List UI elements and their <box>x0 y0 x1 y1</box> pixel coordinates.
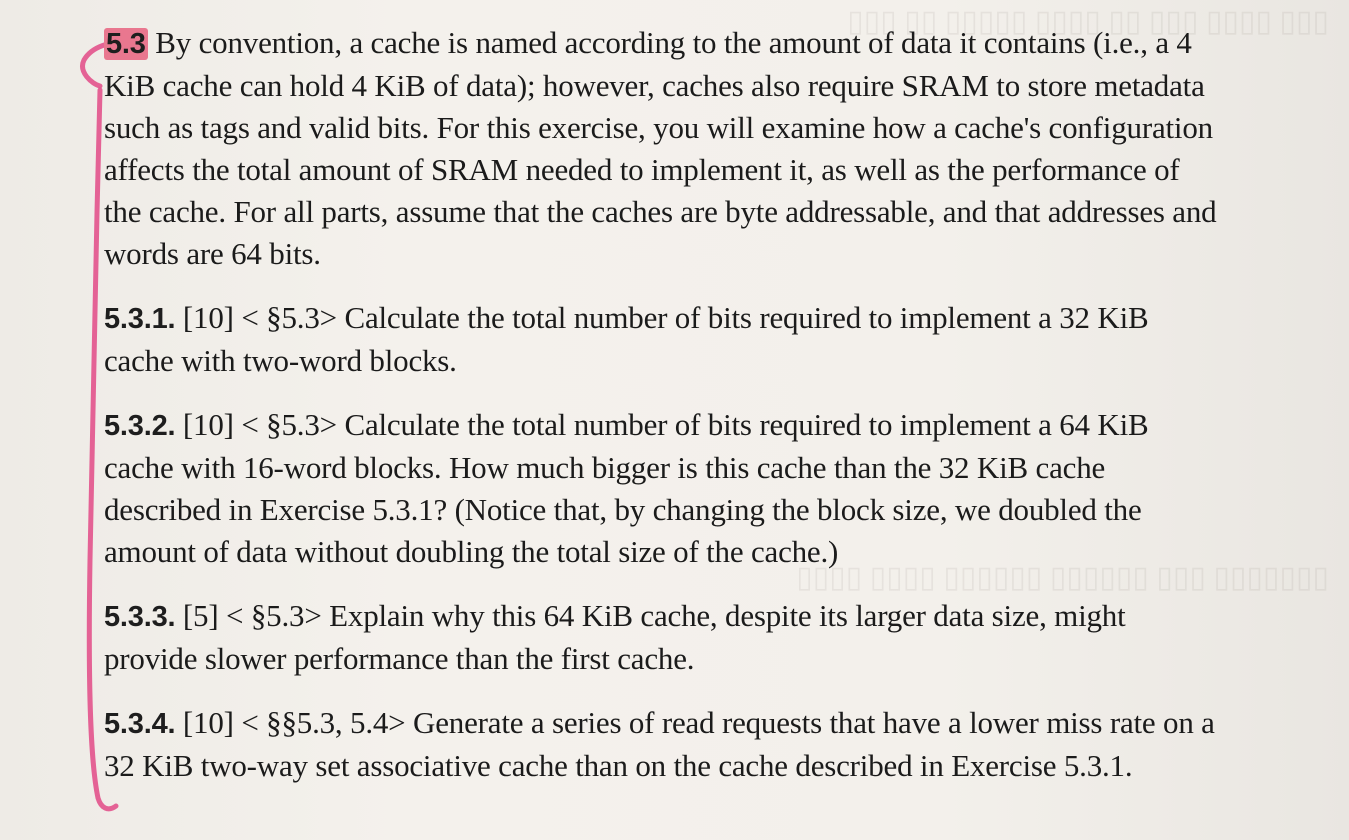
part-number: 5.3.3. <box>104 601 176 633</box>
part-section: < §§5.3, 5.4> <box>241 705 406 740</box>
part-text: Explain why this 64 KiB cache, despite its larger data size, might provide slower performance than the first cache. <box>104 598 1126 676</box>
exercise-part-5-3-4 <box>104 702 1224 787</box>
part-points: [10] <box>182 300 234 335</box>
part-section: < §5.3> <box>226 598 322 633</box>
part-points: [5] <box>182 598 219 633</box>
part-number: 5.3.2. <box>104 410 176 442</box>
part-section: < §5.3> <box>241 407 337 442</box>
part-points: [10] <box>182 705 234 740</box>
part-text: Calculate the total number of bits required to implement a 32 KiB cache with two-word blocks. <box>104 300 1149 378</box>
part-number: 5.3.4. <box>104 708 176 740</box>
exercise-intro-text: By convention, a cache is named according to the amount of data it contains (i.e., a 4 KiB cache can hold 4 KiB of data); however, caches also require SRAM to store metadata such as tags and valid bits. For this exercise, you will examine how a cache's configuration affects the total amount of SRAM needed to implement it, as well as the performance of the cache. For all parts, assume that the caches are byte addressable, and that addresses and words are 64 bits. <box>104 25 1217 271</box>
show-through-text: ▯▯▯ ▯▯▯▯ ▯▯▯ ▯▯ ▯▯▯▯ ▯▯▯▯▯ ▯▯ ▯▯▯ <box>847 5 1329 38</box>
part-text: Generate a series of read requests that have a lower miss rate on a 32 KiB two-way set associative cache than on the cache described in Exercise 5.3.1. <box>104 705 1215 783</box>
exercise-number-highlighted: 5.3 <box>106 28 146 60</box>
exercise-intro <box>104 22 1224 275</box>
exercise-part-5-3-3 <box>104 595 1224 680</box>
exercise-part-5-3-1 <box>104 297 1224 382</box>
part-number: 5.3.1. <box>104 303 176 335</box>
show-through-text: ▯▯▯▯▯▯▯ ▯▯▯ ▯▯▯▯▯▯ ▯▯▯▯▯▯ ▯▯▯▯ ▯▯▯▯ <box>796 561 1329 594</box>
exercise-part-5-3-2 <box>104 404 1224 573</box>
part-section: < §5.3> <box>241 300 337 335</box>
part-text: Calculate the total number of bits required to implement a 64 KiB cache with 16-word blocks. How much bigger is this cache than the 32 KiB cache described in Exercise 5.3.1? (Notice that, by changing the block size, we doubled the amount of data without doubling the total size of the cache.) <box>104 407 1149 569</box>
part-points: [10] <box>182 407 234 442</box>
exercise-content <box>104 22 1224 787</box>
